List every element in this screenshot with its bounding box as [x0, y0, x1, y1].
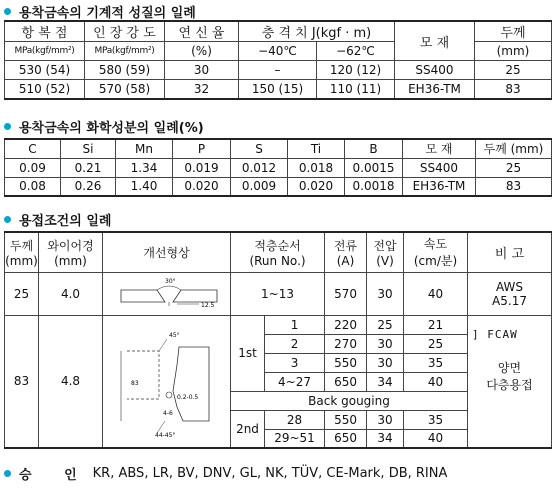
- cell: 0.26: [61, 177, 116, 196]
- h-yield: 항 복 점: [5, 21, 85, 42]
- cell: 30: [165, 61, 239, 80]
- cell: 650: [325, 372, 367, 391]
- cell: 0.009: [231, 177, 288, 196]
- cell: 270: [325, 334, 367, 353]
- cell: 25: [476, 158, 552, 177]
- cell: 580 (59): [85, 61, 165, 80]
- h-current-label: 전류: [333, 238, 358, 253]
- h-current: [325, 232, 367, 272]
- header-cell: C: [5, 139, 61, 158]
- cell: 0.020: [173, 177, 231, 196]
- remark-cell: [468, 353, 552, 448]
- groove-diagram-25: [103, 272, 231, 315]
- weld-table: [4, 231, 552, 449]
- header-cell: 두께 (mm): [476, 139, 552, 158]
- cell: SS400: [395, 61, 475, 80]
- weld-title-text: 용접조건의 일례: [19, 214, 112, 229]
- h-material: 모 재: [395, 21, 475, 61]
- pass-cell: 2nd: [231, 410, 265, 448]
- h-tensile: 인 장 강 도: [85, 21, 165, 42]
- h-impact-62: −62℃: [317, 42, 395, 61]
- cell: 30: [367, 334, 404, 353]
- cell: 1: [265, 315, 325, 334]
- bullet-icon: [4, 123, 11, 130]
- cell: 550: [325, 353, 367, 372]
- remark-line: AWS: [495, 279, 524, 294]
- cell: 4.8: [39, 315, 103, 448]
- cell: 0.012: [231, 158, 288, 177]
- cell: 30: [367, 272, 404, 315]
- h-current-unit: (A): [336, 253, 355, 268]
- mech-table: [4, 20, 552, 100]
- h-elong: 연 신 율: [165, 21, 239, 42]
- bullet-icon: [4, 470, 11, 477]
- h-voltage-label: 전압: [373, 238, 397, 253]
- cell: 3: [265, 353, 325, 372]
- depth-label: 83: [130, 380, 139, 388]
- cell: 25: [475, 61, 552, 80]
- cell: 83: [475, 80, 552, 99]
- h-impact: 충 격 치 J(kgf · m): [239, 21, 395, 42]
- cell: 30: [367, 410, 404, 429]
- weld-section-title: [4, 210, 111, 229]
- cell: 530 (54): [5, 61, 85, 80]
- cell: 0.08: [5, 177, 61, 196]
- header-cell: 모 재: [403, 139, 476, 158]
- cell: 0.020: [288, 177, 345, 196]
- chem-title-text: 용착금속의 화학성분의 일례(%): [19, 121, 204, 136]
- h-voltage-unit: (V): [376, 253, 394, 268]
- h-elong-unit: (%): [165, 42, 239, 61]
- angle-label: 30°: [164, 277, 176, 285]
- header-cell: Si: [61, 139, 116, 158]
- cell: 32: [165, 80, 239, 99]
- cell: 25: [367, 315, 404, 334]
- cell: 40: [404, 372, 468, 391]
- header-cell: Ti: [288, 139, 345, 158]
- mech-section-title: [4, 2, 196, 21]
- cell: 25: [5, 272, 39, 315]
- remark-line: 양면: [497, 361, 522, 375]
- cell: 1.34: [116, 158, 173, 177]
- h-remark: 비 고: [468, 232, 552, 272]
- fcaw-label: ] FCAW: [468, 315, 552, 353]
- table-row: [5, 61, 552, 80]
- h-thick: 두께: [475, 21, 552, 42]
- h-thick-unit: (mm): [5, 253, 38, 268]
- dim-label: 4-6: [162, 410, 173, 418]
- cell: 550: [325, 410, 367, 429]
- cell: 28: [265, 410, 325, 429]
- cell: 25: [404, 334, 468, 353]
- h-voltage: [367, 232, 404, 272]
- cell: 0.018: [288, 158, 345, 177]
- table-row: [5, 177, 552, 196]
- remark-line: 다층용접: [486, 378, 533, 392]
- cell: 21: [404, 315, 468, 334]
- cell: 34: [367, 372, 404, 391]
- cell: 30: [367, 353, 404, 372]
- approval-line: [4, 464, 447, 483]
- remark-cell: [468, 272, 552, 315]
- h-speed-label: 속도: [423, 237, 448, 252]
- dim-label: 0.2-0.5: [176, 394, 198, 402]
- cell: 1.40: [116, 177, 173, 196]
- h-tensile-unit: MPa(kgf/mm²): [85, 42, 165, 61]
- cell: 1~13: [231, 272, 325, 315]
- cell: 650: [325, 429, 367, 448]
- cell: 0.019: [173, 158, 231, 177]
- remark-line: A5.17: [492, 293, 527, 308]
- cell: 35: [404, 353, 468, 372]
- cell: 40: [404, 429, 468, 448]
- cell: 35: [404, 410, 468, 429]
- cell: 0.0015: [345, 158, 403, 177]
- cell: 150 (15): [239, 80, 317, 99]
- bullet-icon: [4, 8, 11, 15]
- gap-label: 12.5: [200, 301, 214, 309]
- angle-bot-label: 44-45°: [154, 432, 175, 440]
- cell: 0.09: [5, 158, 61, 177]
- pass-cell: 1st: [231, 315, 265, 391]
- h-thick-label: 두께: [9, 238, 34, 253]
- h-impact-40: −40℃: [239, 42, 317, 61]
- table-row: [5, 315, 552, 334]
- h-thick: [5, 232, 39, 272]
- header-cell: Mn: [116, 139, 173, 158]
- cell: –: [239, 61, 317, 80]
- angle-top-label: 45°: [168, 332, 180, 340]
- cell: 83: [476, 177, 552, 196]
- cell: 570: [325, 272, 367, 315]
- approval-text: KR, ABS, LR, BV, DNV, GL, NK, TÜV, CE-Mark, DB, RINA: [92, 466, 448, 481]
- cell: 570 (58): [85, 80, 165, 99]
- cell: 4.0: [39, 272, 103, 315]
- cell: 120 (12): [317, 61, 395, 80]
- h-run-label: 적층순서: [254, 238, 301, 253]
- chem-section-title: [4, 117, 204, 136]
- cell: 4~27: [265, 372, 325, 391]
- chem-table: [4, 138, 552, 197]
- cell: 2: [265, 334, 325, 353]
- cell: 34: [367, 429, 404, 448]
- h-thick-unit: (mm): [475, 42, 552, 61]
- header-cell: B: [345, 139, 403, 158]
- cell: 83: [5, 315, 39, 448]
- cell: 110 (11): [317, 80, 395, 99]
- h-run: [231, 232, 325, 272]
- cell: 29~51: [265, 429, 325, 448]
- h-speed: [404, 232, 468, 272]
- bullet-icon: [4, 216, 11, 223]
- table-row: [5, 80, 552, 99]
- cell: 0.21: [61, 158, 116, 177]
- approval-label: 승 인: [19, 468, 91, 483]
- groove-diagram-83: [103, 315, 231, 448]
- cell: EH36-TM: [403, 177, 476, 196]
- cell: EH36-TM: [395, 80, 475, 99]
- chem-header-row: [5, 139, 552, 158]
- h-wire-label: 와이어경: [47, 238, 94, 253]
- h-groove: 개선형상: [103, 232, 231, 272]
- cell: 40: [404, 272, 468, 315]
- header-cell: P: [173, 139, 231, 158]
- h-run-unit: (Run No.): [249, 253, 306, 268]
- h-wire: [39, 232, 103, 272]
- table-row: [5, 272, 552, 315]
- table-row: [5, 158, 552, 177]
- h-yield-unit: MPa(kgf/mm²): [5, 42, 85, 61]
- cell: 220: [325, 315, 367, 334]
- cell: SS400: [403, 158, 476, 177]
- mech-title-text: 용착금속의 기계적 성질의 일례: [19, 6, 196, 21]
- cell: 0.0018: [345, 177, 403, 196]
- h-wire-unit: (mm): [54, 253, 87, 268]
- gouging-cell: Back gouging: [231, 391, 468, 410]
- h-speed-unit: (cm/분): [413, 254, 458, 269]
- header-cell: S: [231, 139, 288, 158]
- cell: 510 (52): [5, 80, 85, 99]
